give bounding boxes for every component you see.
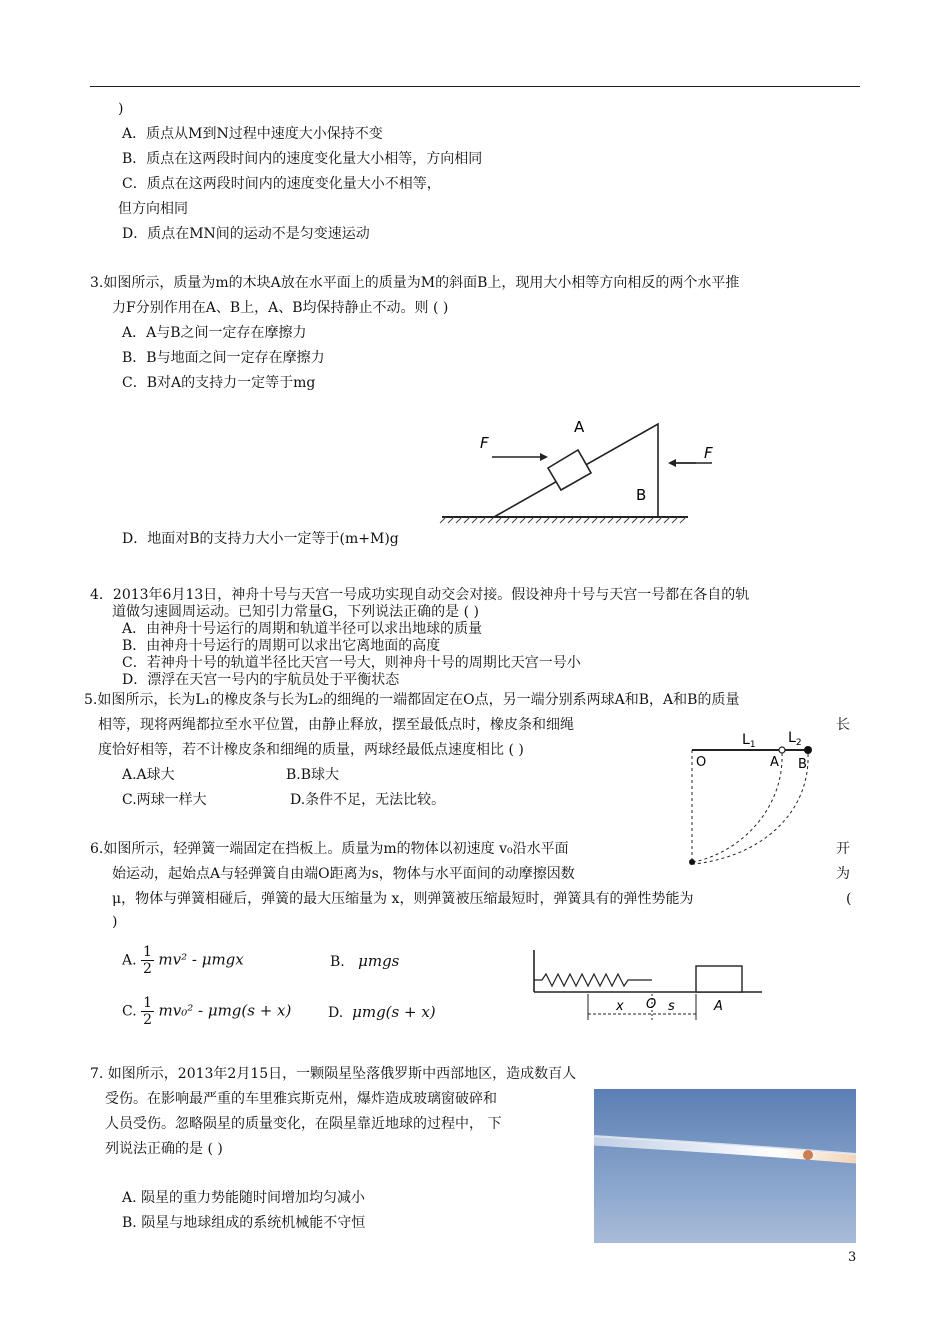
text-line-l26: 6.如图所示，轻弹簧一端固定在挡板上。质量为m的物体以初速度 v₀沿水平面 [90, 841, 569, 857]
text-line-l37: A. 陨星的重力势能随时间增加均匀减小 [122, 1190, 366, 1206]
text-line-l1: A．质点从M到N过程中速度大小保持不变 [122, 126, 383, 142]
label-b: B [798, 757, 807, 772]
incline-figure [436, 410, 696, 525]
text-line-l8: A．A与B之间一定存在摩擦力 [122, 325, 307, 341]
text-line-l4: 但方向相同 [118, 201, 188, 217]
text-line-l38: B. 陨星与地球组成的系统机械能不守恒 [122, 1215, 366, 1231]
meteor-trail [594, 1089, 856, 1243]
page-number: 3 [848, 1250, 857, 1265]
spring [534, 974, 652, 986]
text-line-l29: 为 [836, 866, 850, 882]
text-line-l3: C．质点在这两段时间内的速度变化量大小不相等， [122, 176, 441, 192]
label-o: O [696, 755, 707, 770]
label-o: O [646, 997, 657, 1012]
q6-option-a-fraction: $\frac{1}{2}$ [143, 944, 152, 977]
ball-a [779, 747, 785, 753]
header-rule [90, 86, 860, 87]
path-b [694, 754, 808, 864]
text-line-l9: B．B与地面之间一定存在摩擦力 [122, 350, 325, 366]
text-line-l23: B.B球大 [286, 767, 340, 783]
text-line-l6: 3.如图所示，质量为m的木块A放在水平面上的质量为M的斜面B上，现用大小相等方向相反的两个水平推 [90, 275, 740, 291]
q6-option-d: D. μmg(s + x) [328, 1003, 436, 1021]
path-a [694, 753, 782, 862]
text-line-l21: 度恰好相等，若不计橡皮条和细绳的质量，两球经最低点速度相比 ( ) [98, 742, 524, 758]
text-line-l5: D．质点在MN间的运动不是匀变速运动 [122, 226, 370, 242]
force-arrow-left-head [540, 453, 548, 461]
text-line-l19: 相等，现将两绳都拉至水平位置，由静止释放，摆至最低点时，橡皮条和细绳 [98, 717, 574, 733]
label-f-left: F [480, 434, 489, 452]
text-line-l11: D．地面对B的支持力大小一定等于(m+M)g [122, 531, 399, 547]
text-line-l36: 列说法正确的是 ( ) [105, 1141, 223, 1157]
text-line-l2: B．质点在这两段时间内的速度变化量大小相等，方向相同 [122, 151, 483, 167]
label-s: s [668, 999, 675, 1014]
pendulum-figure [684, 726, 814, 871]
label-x: x [616, 999, 624, 1014]
text-line-l16: C．若神舟十号的轨道半径比天宫一号大，则神舟十号的周期比天宫一号小 [122, 655, 581, 671]
meteor-photo [594, 1089, 856, 1243]
block-a [696, 966, 742, 992]
q6-option-c-fraction: $\frac{1}{2}$ [143, 995, 153, 1028]
label-a: A [770, 755, 779, 770]
text-line-l15: B．由神舟十号运行的周期可以求出它离地面的高度 [122, 638, 441, 654]
label-a: A [714, 999, 723, 1014]
text-line-l35: 人员受伤。忽略陨星的质量变化，在陨星靠近地球的过程中， 下 [105, 1116, 502, 1132]
ball-b [804, 746, 812, 754]
text-line-l32: ) [112, 914, 118, 930]
text-line-l10: C．B对A的支持力一定等于mg [122, 375, 316, 391]
text-line-l22: A.A球大 [122, 767, 175, 783]
text-line-l12: 4．2013年6月13日，神舟十号与天宫一号成功实现自动交会对接。假设神舟十号与天宫一号都在各自的轨 [90, 587, 750, 603]
text-line-l0: ) [118, 101, 124, 117]
text-line-l18: 5.如图所示，长为L₁的橡皮条与长为L₂的细绳的一端都固定在O点，另一端分别系两球A和B，A和B的质量 [84, 692, 740, 708]
wood-block-a [548, 450, 591, 490]
label-f-right: F [704, 446, 713, 462]
text-line-l17: D．漂浮在天宫一号内的宇航员处于平衡状态 [122, 672, 400, 688]
text-line-l27: 开 [836, 841, 850, 857]
q6-option-c: C. $\frac{1}{2}$ mv₀² - μmg(s + x) [122, 995, 292, 1028]
incline-figure-right-force [664, 446, 724, 476]
spring-figure [528, 944, 768, 1024]
label-a: A [574, 418, 585, 436]
q6-option-b: B. μmgs [330, 952, 400, 970]
label-b: B [636, 486, 647, 504]
text-line-l13: 道做匀速圆周运动。已知引力常量G，下列说法正确的是 ( ) [112, 604, 480, 620]
q6-option-a: A. $\frac{1}{2}$ mv² - μmgx [122, 944, 244, 977]
text-line-l20: 长 [836, 717, 850, 733]
text-line-l34: 受伤。在影响最严重的车里雅宾斯克州，爆炸造成玻璃窗破碎和 [105, 1091, 497, 1107]
text-line-l24: C.两球一样大 [122, 792, 207, 808]
text-line-l31: ( [846, 891, 852, 907]
text-line-l30: μ，物体与弹簧相碰后，弹簧的最大压缩量为 x，则弹簧被压缩最短时，弹簧具有的弹性势能为 [112, 891, 694, 907]
force-arrow-right-head [668, 459, 676, 467]
text-line-l7: 力F分别作用在A、B上，A、B均保持静止不动。则 ( ) [112, 300, 449, 316]
label-l1: $L_1$ [742, 732, 756, 750]
text-line-l28: 始运动，起始点A与轻弹簧自由端O距离为s，物体与水平面间的动摩擦因数 [112, 866, 575, 882]
label-l2: $L_2$ [788, 730, 802, 748]
lowest-point [689, 859, 695, 865]
text-line-l14: A．由神舟十号运行的周期和轨道半径可以求出地球的质量 [122, 621, 483, 637]
text-line-l25: D.条件不足，无法比较。 [290, 792, 446, 808]
text-line-l33: 7. 如图所示，2013年2月15日，一颗陨星坠落俄罗斯中西部地区，造成数百人 [90, 1066, 577, 1082]
